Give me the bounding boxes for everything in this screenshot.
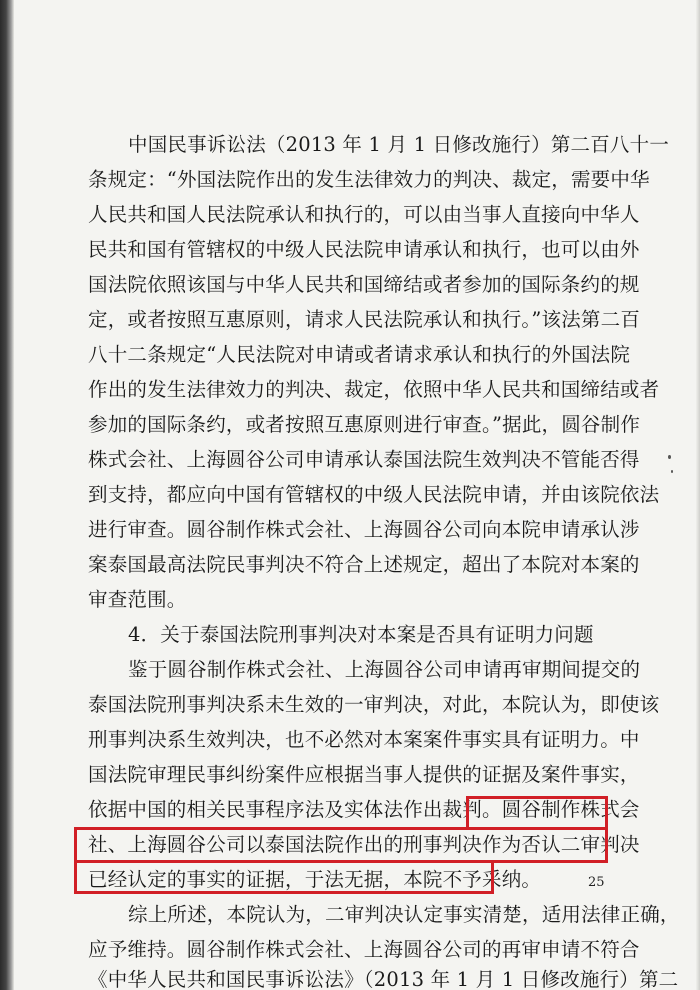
text-line: 应予维持。圆谷制作株式会社、上海圆谷公司的再审申请不符合 — [88, 938, 640, 961]
text-line: 作出的发生法律效力的判决、裁定，依照中华人民共和国缔结或者 — [88, 378, 660, 401]
text-line: 依据中国的相关民事程序法及实体法作出裁判。圆谷制作株式会 — [88, 798, 640, 821]
text-line: 刑事判决系生效判决，也不必然对本案案件事实具有证明力。中 — [88, 728, 640, 751]
text-line: 条规定：“外国法院作出的发生法律效力的判决、裁定，需要中华 — [88, 168, 650, 191]
text-line: 社、上海圆谷公司以泰国法院作出的刑事判决作为否认二审判决 — [88, 833, 640, 856]
text-line: 国法院依照该国与中华人民共和国缔结或者参加的国际条约的规 — [88, 273, 640, 296]
text-line: 参加的国际条约，或者按照互惠原则进行审查。”据此，圆谷制作 — [88, 413, 641, 436]
text-line: 泰国法院刑事判决系未生效的一审判决，对此，本院认为，即使该 — [88, 693, 660, 716]
text-line: 《中华人民共和国民事诉讼法》（2013 年 1 月 1 日修改施行）第二 — [88, 968, 679, 990]
text-line: 民共和国有管辖权的中级人民法院申请承认和执行，也可以由外 — [88, 238, 640, 261]
text-line: 到支持，都应向中国有管辖权的中级人民法院申请，并由该院依法 — [88, 483, 660, 506]
text-line: 综上所述，本院认为，二审判决认定事实清楚，适用法律正确， — [128, 903, 680, 926]
text-line: 八十二条规定“人民法院对申请或者请求承认和执行的外国法院 — [88, 343, 631, 366]
highlight-box-top — [466, 796, 608, 830]
text-line: 定，或者按照互惠原则，请求人民法院承认和执行。”该法第二百 — [88, 308, 641, 331]
page-number: 25 — [588, 875, 605, 890]
scan-right-edge — [696, 0, 700, 990]
scan-left-edge — [0, 0, 14, 990]
text-line: 案泰国最高法院民事判决不符合上述规定，超出了本院对本案的 — [88, 553, 640, 576]
scan-speck — [671, 470, 673, 473]
text-line: 株式会社、上海圆谷公司申请承认泰国法院生效判决不管能否得 — [88, 448, 640, 471]
text-line: 中国民事诉讼法（2013 年 1 月 1 日修改施行）第二百八十一 — [128, 133, 670, 156]
text-line: 进行审查。圆谷制作株式会社、上海圆谷公司向本院申请承认涉 — [88, 518, 640, 541]
section-heading: 4．关于泰国法院刑事判决对本案是否具有证明力问题 — [128, 623, 594, 646]
highlight-box-middle — [74, 827, 640, 863]
highlight-box-bottom — [74, 860, 494, 894]
scan-speck — [668, 455, 671, 459]
text-line: 人民共和国人民法院承认和执行的，可以由当事人直接向中华人 — [88, 203, 640, 226]
text-line: 审查范围。 — [88, 588, 187, 611]
text-line: 鉴于圆谷制作株式会社、上海圆谷公司申请再审期间提交的 — [128, 658, 641, 681]
text-line: 已经认定的事实的证据，于法无据，本院不予采纳。 — [88, 868, 542, 891]
text-line: 国法院审理民事纠纷案件应根据当事人提供的证据及案件事实， — [88, 763, 640, 786]
